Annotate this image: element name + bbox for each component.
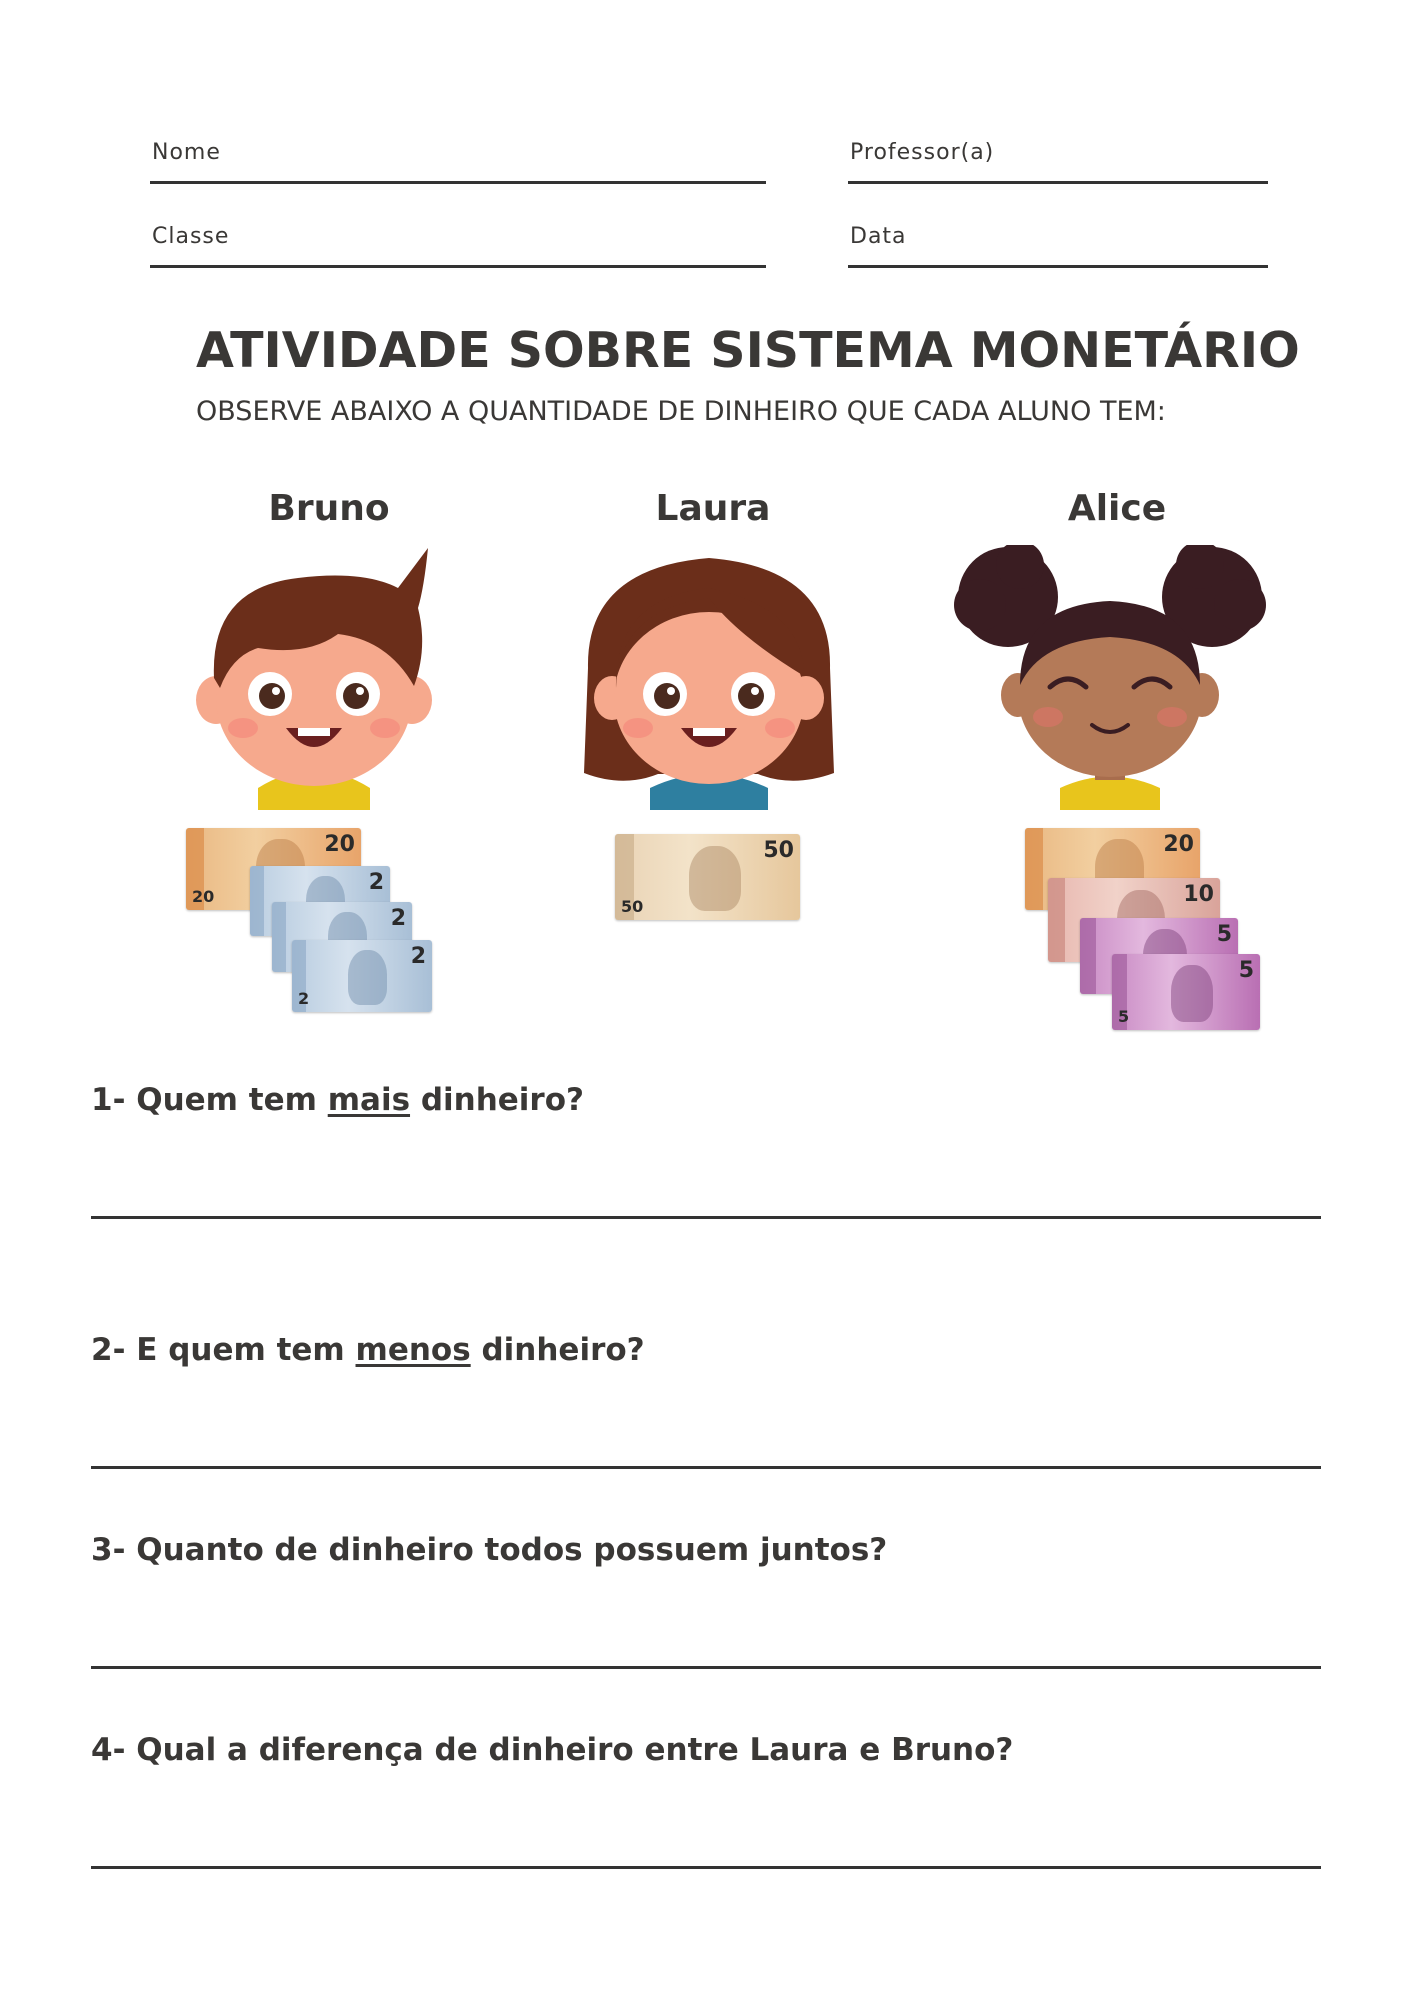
banknote-2 (292, 940, 432, 1012)
name-field[interactable] (150, 140, 766, 184)
banknote-value: 5 (1238, 958, 1254, 983)
teacher-line (848, 181, 1268, 184)
question-1 (91, 1082, 584, 1118)
class-line (150, 265, 766, 268)
question-emphasis: mais (327, 1082, 411, 1118)
student-name-laura: Laura (655, 488, 771, 529)
question-text: 2- E quem tem (91, 1332, 356, 1368)
banknote-5 (1112, 954, 1260, 1030)
teacher-field[interactable] (848, 140, 1268, 184)
answer-line-3[interactable] (91, 1666, 1321, 1669)
answer-line-2[interactable] (91, 1466, 1321, 1469)
student-name-bruno: Bruno (268, 488, 390, 529)
banknote-value: 2 (410, 944, 426, 969)
banknote-value: 10 (1183, 882, 1214, 907)
page-title: ATIVIDADE SOBRE SISTEMA MONETÁRIO (196, 322, 1300, 379)
question-3 (91, 1532, 887, 1568)
question-text-end: dinheiro? (410, 1082, 584, 1118)
banknote-value: 20 (1163, 832, 1194, 857)
question-4 (91, 1732, 1013, 1768)
question-text: 1- Quem tem (91, 1082, 328, 1118)
class-field[interactable] (150, 224, 766, 268)
banknote-50 (615, 834, 800, 920)
banknote-value: 50 (763, 838, 794, 863)
date-label: Data (850, 224, 907, 249)
date-line (848, 265, 1268, 268)
answer-line-1[interactable] (91, 1216, 1321, 1219)
banknote-corner-value: 2 (298, 989, 310, 1008)
name-line (150, 181, 766, 184)
banknote-corner-value: 5 (1118, 1007, 1130, 1026)
question-text-end: dinheiro? (470, 1332, 645, 1368)
question-text: 4- Qual a diferença de dinheiro entre Laura e Bruno? (91, 1732, 1014, 1768)
answer-line-4[interactable] (91, 1866, 1321, 1869)
class-label: Classe (152, 224, 230, 249)
banknote-corner-value: 50 (621, 897, 644, 916)
boy-avatar-bruno (188, 548, 440, 810)
question-text: 3- Quanto de dinheiro todos possuem juntos? (91, 1532, 888, 1568)
girl-avatar-alice (950, 545, 1270, 810)
question-2 (91, 1332, 645, 1368)
girl-avatar-laura (578, 548, 840, 810)
question-emphasis: menos (355, 1332, 471, 1368)
student-name-alice: Alice (1067, 488, 1167, 529)
name-label: Nome (152, 140, 221, 165)
banknote-value: 2 (390, 906, 406, 931)
banknote-corner-value: 20 (192, 887, 215, 906)
teacher-label: Professor(a) (850, 140, 995, 165)
banknote-value: 2 (368, 870, 384, 895)
banknote-value: 5 (1216, 922, 1232, 947)
page-subtitle: OBSERVE ABAIXO A QUANTIDADE DE DINHEIRO QUE CADA ALUNO TEM: (196, 396, 1166, 427)
banknote-value: 20 (324, 832, 355, 857)
date-field[interactable] (848, 224, 1268, 268)
